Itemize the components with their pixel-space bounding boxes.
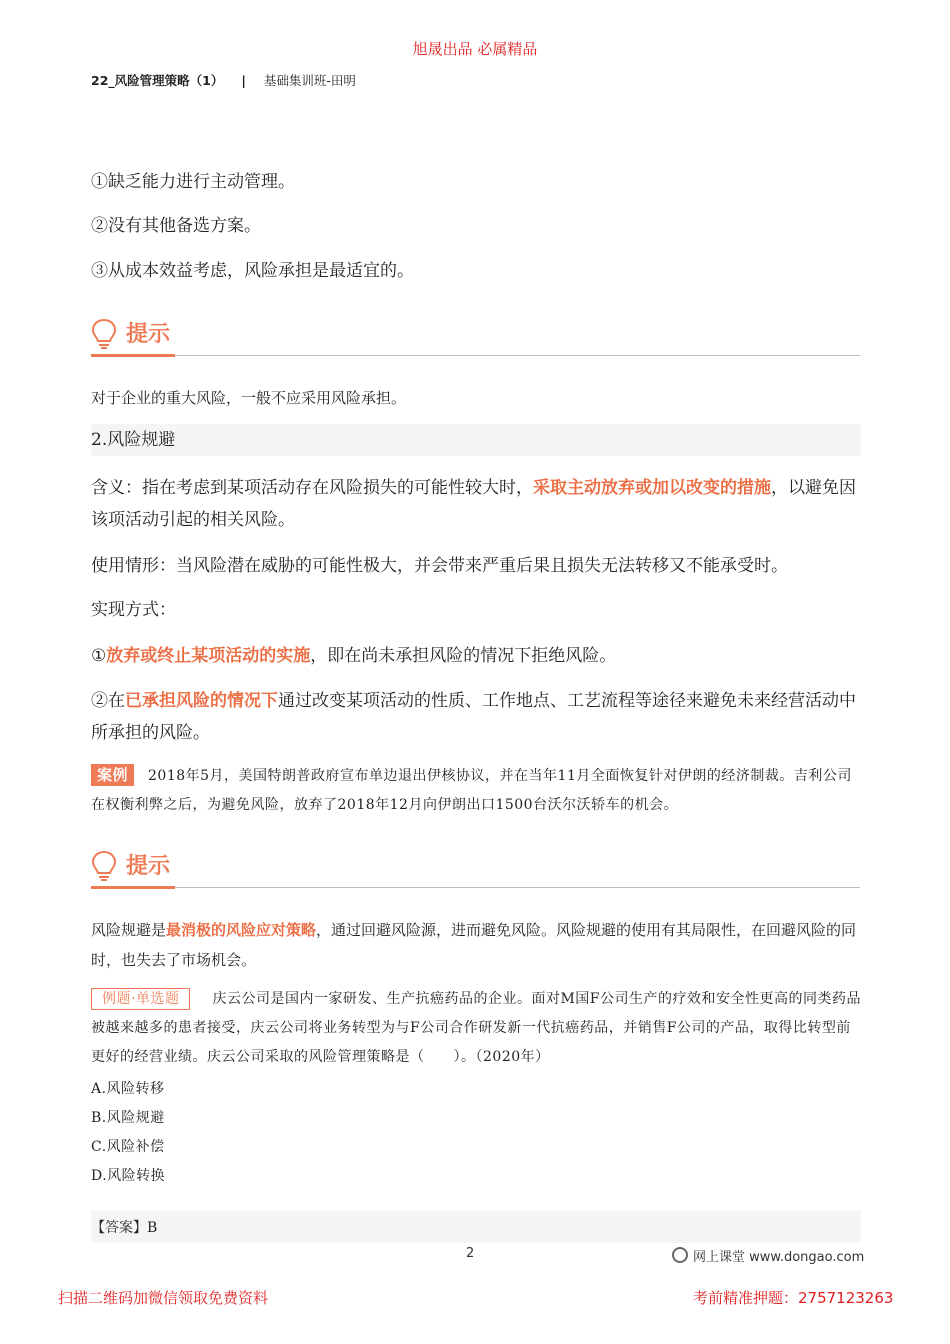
tip-title: 提示 bbox=[126, 854, 171, 879]
question-stem: 例题·单选题 庆云公司是国内一家研发、生产抗癌药品的企业。面对M国F公司生产的疗效和安全性更高的同类药品被越来越多的患者接受，庆云公司将业务转型为与F公司合作研发新一代抗癌药品，并销售F公司的产品，取得比转型前更好的经营业绩。庆云公司采取的风险管理策略是（ ）。（2020年） bbox=[91, 985, 861, 1072]
page-number: 2 bbox=[466, 1246, 475, 1261]
option-d: D.风险转换 bbox=[91, 1168, 166, 1184]
highlight: 最消极的风险应对策略 bbox=[166, 921, 317, 939]
list-item: ①缺乏能力进行主动管理。 bbox=[91, 172, 295, 192]
tip-text: 风险规避是最消极的风险应对策略，通过回避风险源，进而避免风险。风险规避的使用有其局限性，在回避风险的同时，也失去了市场机会。 bbox=[91, 921, 857, 969]
case-paragraph: 案例 2018年5月，美国特朗普政府宣布单边退出伊核协议，并在当年11月全面恢复针对伊朗的经济制裁。吉利公司在权衡利弊之后，为避免风险，放弃了2018年12月向伊朗出口1500台沃尔沃轿车的机会。 bbox=[91, 766, 852, 813]
section-heading-bar bbox=[91, 424, 861, 456]
footer-promo-left: 扫描二维码加微信领取免费资料 bbox=[58, 1289, 269, 1307]
method-item-2: ②在已承担风险的情况下通过改变某项活动的性质、工作地点、工艺流程等途径来避免未来经营活动中所承担的风险。 bbox=[91, 691, 856, 743]
footer-promo-right: 考前精准押题：2757123263 bbox=[693, 1289, 894, 1307]
top-banner: 旭晟出品 必属精品 bbox=[412, 40, 538, 58]
page-header bbox=[91, 71, 356, 89]
site-logo-icon bbox=[672, 1247, 688, 1263]
list-item: ③从成本效益考虑，风险承担是最适宜的。 bbox=[91, 261, 414, 281]
tip-header bbox=[91, 844, 860, 888]
tip-title: 提示 bbox=[126, 322, 171, 347]
highlight: 已承担风险的情况下 bbox=[125, 691, 278, 711]
lightbulb-icon bbox=[91, 850, 117, 882]
option-c: C.风险补偿 bbox=[91, 1139, 165, 1155]
course-name: 基础集训班-田明 bbox=[263, 73, 356, 88]
meaning-paragraph: 含义：指在考虑到某项活动存在风险损失的可能性较大时，采取主动放弃或加以改变的措施，以避免因该项活动引起的相关风险。 bbox=[91, 478, 856, 530]
list-item: ②没有其他备选方案。 bbox=[91, 216, 261, 236]
question-tag: 例题·单选题 bbox=[91, 988, 190, 1010]
answer: 【答案】B bbox=[91, 1220, 158, 1236]
option-a: A.风险转移 bbox=[91, 1081, 165, 1097]
method-label: 实现方式： bbox=[91, 600, 176, 620]
method-item-1: ①放弃或终止某项活动的实施，即在尚未承担风险的情况下拒绝风险。 bbox=[91, 646, 617, 666]
usage-paragraph: 使用情形：当风险潜在威胁的可能性极大，并会带来严重后果且损失无法转移又不能承受时。 bbox=[91, 556, 788, 576]
lightbulb-icon bbox=[91, 318, 117, 350]
section-heading: 2.风险规避 bbox=[91, 430, 176, 450]
header-separator: | bbox=[241, 73, 246, 88]
tip-text: 对于企业的重大风险，一般不应采用风险承担。 bbox=[91, 389, 407, 407]
case-tag: 案例 bbox=[91, 764, 134, 786]
site-credit: 网上课堂 www.dongao.com bbox=[672, 1246, 864, 1265]
tip-header bbox=[91, 312, 860, 356]
highlight: 放弃或终止某项活动的实施 bbox=[106, 646, 311, 666]
doc-title: 22_风险管理策略（1） bbox=[91, 73, 224, 88]
highlight: 采取主动放弃或加以改变的措施 bbox=[533, 478, 771, 498]
option-b: B.风险规避 bbox=[91, 1110, 165, 1126]
answer-bar bbox=[91, 1211, 861, 1243]
